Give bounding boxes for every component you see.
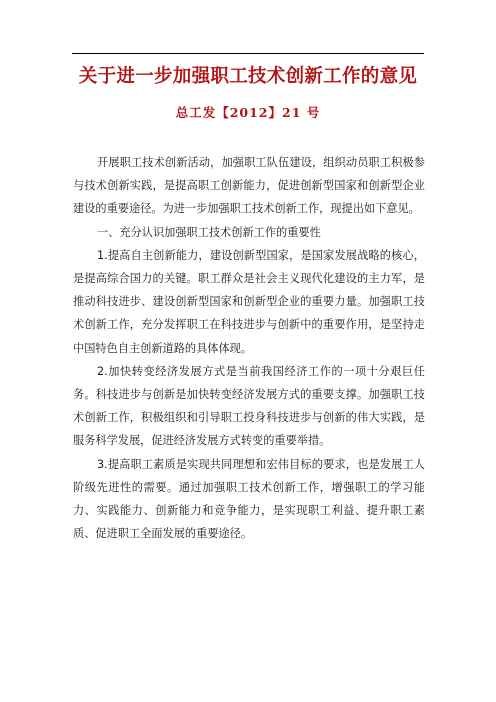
intro-paragraph: 开展职工技术创新活动，加强职工队伍建设，组织动员职工积极参与技术创新实践，是提高职工创新能力，促进创新型国家和创新型企业建设的重要途径。为进一步加强职工技术创新工作，现提出如下意见。 <box>73 156 425 216</box>
document-body <box>73 151 425 545</box>
document-title: 关于进一步加强职工技术创新工作的意见 <box>78 66 418 87</box>
paragraph-1: 1.提高自主创新能力，建设创新型国家，是国家发展战略的核心，是提高综合国力的关键。职工群众是社会主义现代化建设的主力军，是推动科技进步、建设创新型国家和创新型企业的重要力量。加强职工技术创新工作，充分发挥职工在科技进步与创新中的重要作用，是坚持走中国特色自主创新道路的具体体现。 <box>73 248 425 355</box>
header-rule <box>72 53 424 54</box>
section-heading-1: 一、充分认识加强职工技术创新工作的重要性 <box>97 225 321 239</box>
paragraph-3: 3.提高职工素质是实现共同理想和宏伟目标的要求，也是发展工人阶级先进性的需要。通过加强职工技术创新工作，增强职工的学习能力、实践能力、创新能力和竞争能力，是实现职工利益、提升职工素质、促进职工全面发展的重要途径。 <box>73 457 425 541</box>
document-number: 总工发【2012】21 号 <box>175 105 321 120</box>
paragraph-2: 2.加快转变经济发展方式是当前我国经济工作的一项十分艰巨任务。科技进步与创新是加快转变经济发展方式的重要支撑。加强职工技术创新工作，积极组织和引导职工投身科技进步与创新的伟大实践，是服务科学发展，促进经济发展方式转变的重要举措。 <box>73 364 425 448</box>
